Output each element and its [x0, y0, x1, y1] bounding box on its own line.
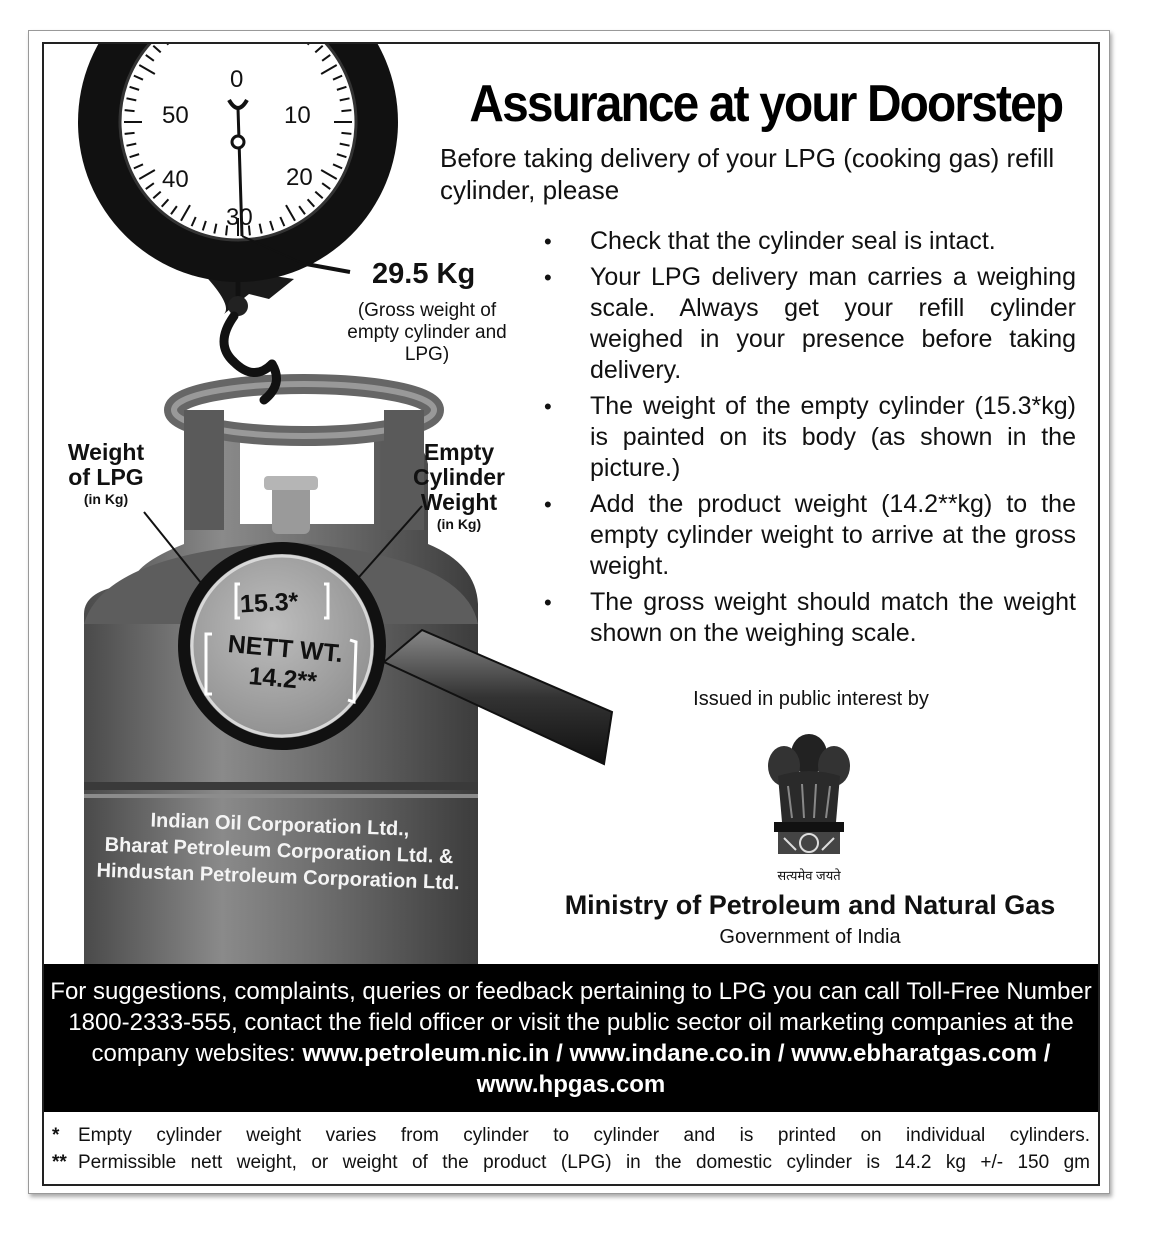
list-item: • Add the product weight (14.2**kg) to the empty cylinder weight to arrive at the gross weight.	[544, 489, 1076, 582]
list-item: • Check that the cylinder seal is intact.	[544, 226, 1076, 257]
company-names	[83, 805, 475, 897]
footnotes	[52, 1122, 1090, 1176]
lpg-weight-label	[54, 440, 158, 508]
dial-label-0: 0	[230, 66, 244, 93]
issued-by-text: Issued in public interest by	[693, 688, 929, 710]
dial-tick	[341, 110, 351, 111]
advertisement-panel	[42, 42, 1100, 1186]
dial-label-30: 30	[226, 204, 253, 231]
empty-cylinder-weight-unit: (in Kg)	[436, 516, 482, 532]
national-emblem-icon	[762, 726, 856, 862]
footnote-text: Permissible nett weight, or weight of the product (LPG) in the domestic cylinder is 14.2 kg +/- 150 gm	[78, 1152, 1090, 1173]
dial-label-50: 50	[162, 102, 189, 129]
nett-weight-line1: NETT WT.	[226, 630, 344, 669]
ministry-name: Ministry of Petroleum and Natural Gas	[564, 890, 1056, 920]
page-title: Assurance at your Doorstep	[469, 75, 1063, 133]
feedback-banner	[44, 964, 1098, 1112]
dial-label-10: 10	[284, 102, 311, 129]
list-item: • Your LPG delivery man carries a weighing scale. Always get your refill cylinder weighed in your presence before taking delivery.	[544, 262, 1076, 386]
footnote-text: Empty cylinder weight varies from cylinder to cylinder and is printed on individual cylinders.	[78, 1125, 1090, 1146]
dial-tick	[341, 133, 351, 134]
footnote-mark: **	[52, 1152, 67, 1173]
list-item: • The gross weight should match the weight shown on the weighing scale.	[544, 587, 1076, 649]
dial-tick	[125, 110, 135, 111]
company-name: Indian Oil Corporation Ltd.,	[150, 809, 410, 841]
feedback-text: For suggestions, complaints, queries or feedback pertaining to LPG you can call Toll-Free Number 1800-2333-555, contact the field officer or visit the public sector oil marketing companies at the company websites:	[50, 978, 1092, 1067]
empty-cylinder-weight-title: Empty Cylinder Weight	[412, 439, 506, 515]
dial-label-40: 40	[162, 166, 189, 193]
footnote	[52, 1122, 1090, 1149]
lpg-weight-title: Weight of LPG	[67, 439, 145, 490]
footnote	[52, 1149, 1090, 1176]
lpg-weight-unit: (in Kg)	[83, 491, 129, 507]
company-websites: www.petroleum.nic.in / www.indane.co.in / www.ebharatgas.com / www.hpgas.com	[302, 1040, 1051, 1098]
instruction-list	[544, 226, 1076, 654]
company-name: Hindustan Petroleum Corporation Ltd.	[96, 859, 461, 895]
government-name: Government of India	[719, 926, 901, 948]
nett-weight-line2: 14.2**	[247, 662, 318, 696]
footnote-mark: *	[52, 1125, 60, 1146]
dial-label-20: 20	[286, 164, 313, 191]
scale-reading: 29.5 Kg	[372, 258, 476, 290]
list-item: • The weight of the empty cylinder (15.3*kg) is painted on its body (as shown in the picture.)	[544, 391, 1076, 484]
dial-tick	[125, 133, 135, 134]
company-name: Bharat Petroleum Corporation Ltd. &	[104, 833, 454, 869]
scale-reading-note: (Gross weight of empty cylinder and LPG)	[347, 300, 507, 365]
intro-text: Before taking delivery of your LPG (cooking gas) refill cylinder, please	[440, 143, 1055, 205]
emblem-motto: सत्यमेव जयते	[777, 868, 841, 883]
tare-weight-marking: 15.3*	[239, 587, 300, 619]
empty-cylinder-weight-label	[404, 440, 514, 533]
